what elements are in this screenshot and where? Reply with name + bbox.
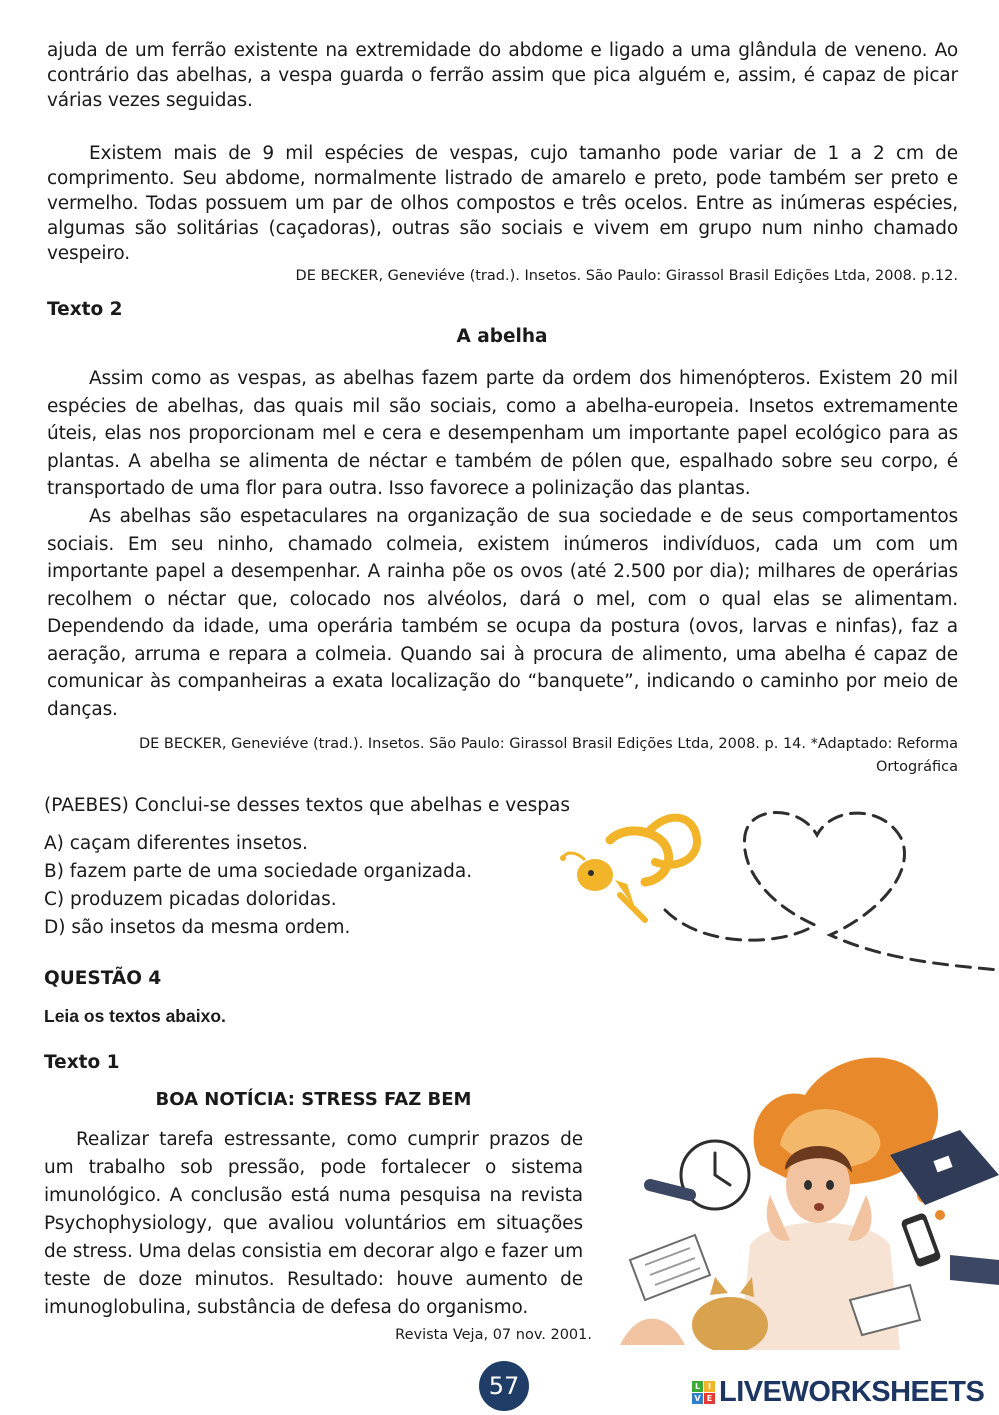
text2-citation-line2: Ortográfica	[876, 759, 958, 775]
bee-heart-illustration	[555, 800, 999, 980]
text2-paragraph1: Assim como as vespas, as abelhas fazem parte da ordem dos himenópteros. Existem 20 mil espécies de abelhas, das quais mil são sociais, como a abelha-europeia. Insetos extremamente úteis, elas nos proporcionam mel e cera e desempenham um importante papel ecológico para as plantas. A abelha se alimenta de néctar e também de pólen que, espalhado sobre seu corpo, é transportado de uma flor para outra. Isso favorece a polinização das plantas.	[47, 368, 958, 499]
question4-text1-body: Realizar tarefa estressante, como cumprir prazos de um trabalho sob pressão, pode fortalecer o sistema imunológico. A conclusão está numa pesquisa na revista Psychophysiology, que avaliou voluntários em situações de stress. Uma delas consistia em decorar algo e fazer um teste de doze minutos. Resultado: houve aumento de imunoglobulina, substância de defesa do organismo.	[44, 1129, 583, 1318]
flame-icon	[754, 1058, 945, 1220]
question4-text1-label: Texto 1	[44, 1052, 120, 1073]
text2-paragraph2: As abelhas são espetaculares na organização de sua sociedade e de seus comportamentos sociais. Em seu ninho, chamado colmeia, existem inúmeros indivíduos, cada um com um importante papel a desempenhar. A rainha põe os ovos (até 2.500 por dia); milhares de operárias recolhem o néctar que, colocado nos alvéolos, dará o mel, com o qual elas se alimentam. Dependendo da idade, uma operária também se ocupa da postura (ovos, larvas e ninfas), faz a aeração, arruma e repara a colmeia. Quando sai à procura de alimento, uma abelha é capaz de comunicar às companheiras a exata localização do “banquete”, indicando o caminho por meio de danças.	[47, 506, 958, 720]
option-c[interactable]: C) produzem picadas doloridas.	[44, 889, 337, 910]
page-number-badge: 57	[479, 1361, 529, 1411]
bee-icon	[560, 818, 697, 920]
liveworksheets-wordmark: LIVEWORKSHEETS	[719, 1376, 985, 1408]
text1-citation: DE BECKER, Geneviéve (trad.). Insetos. São Paulo: Girassol Brasil Edições Ltda, 2008. p.12.	[295, 268, 958, 284]
question4-text1-citation: Revista Veja, 07 nov. 2001.	[395, 1327, 592, 1343]
text2-title: A abelha	[456, 326, 548, 347]
stressed-person-illustration	[590, 1045, 999, 1350]
dashed-heart-trail	[665, 813, 999, 971]
question3-options	[44, 830, 472, 942]
logo-letter-e: E	[704, 1393, 715, 1404]
logo-letter-l: L	[692, 1381, 703, 1392]
question4-heading: QUESTÃO 4	[44, 968, 162, 989]
option-d[interactable]: D) são insetos da mesma ordem.	[44, 917, 351, 938]
hand-icon-2	[620, 1319, 685, 1345]
option-b[interactable]: B) fazem parte de uma sociedade organizada.	[44, 861, 473, 882]
logo-letter-v: V	[692, 1393, 703, 1404]
question3-prompt: (PAEBES) Conclui-se desses textos que abelhas e vespas	[44, 795, 570, 816]
liveworksheets-logo-icon	[692, 1381, 715, 1404]
logo-letter-i: I	[704, 1381, 715, 1392]
option-a[interactable]: A) caçam diferentes insetos.	[44, 833, 308, 854]
question4-text1-title: BOA NOTÍCIA: STRESS FAZ BEM	[155, 1089, 472, 1110]
text1-paragraph2: Existem mais de 9 mil espécies de vespas, cujo tamanho pode variar de 1 a 2 cm de comprimento. Seu abdome, normalmente listrado de amarelo e preto, pode também ser preto e vermelho. Todas possuem um par de olhos compostos e três ocelos. Entre as inúmeras espécies, algumas são solitárias (caçadoras), outras são sociais e vivem em grupo num ninho chamado vespeiro.	[47, 143, 958, 264]
hand-icon	[950, 1255, 999, 1285]
text2-citation-line1: DE BECKER, Geneviéve (trad.). Insetos. São Paulo: Girassol Brasil Edições Ltda, 2008. p. 14. *Adaptado: Reforma	[138, 736, 958, 752]
liveworksheets-logo[interactable]	[692, 1376, 984, 1409]
clock-icon	[650, 1141, 749, 1209]
text2-label: Texto 2	[47, 299, 123, 320]
question4-instruction: Leia os textos abaixo.	[44, 1006, 226, 1026]
phone-icon	[900, 1212, 942, 1268]
text1-paragraph1-end: ajuda de um ferrão existente na extremidade do abdome e ligado a uma glândula de veneno. Ao contrário das abelhas, a vespa guarda o ferrão assim que pica alguém e, assim, é capaz de picar várias vezes seguidas.	[47, 40, 958, 111]
text2-citation	[139, 733, 958, 779]
